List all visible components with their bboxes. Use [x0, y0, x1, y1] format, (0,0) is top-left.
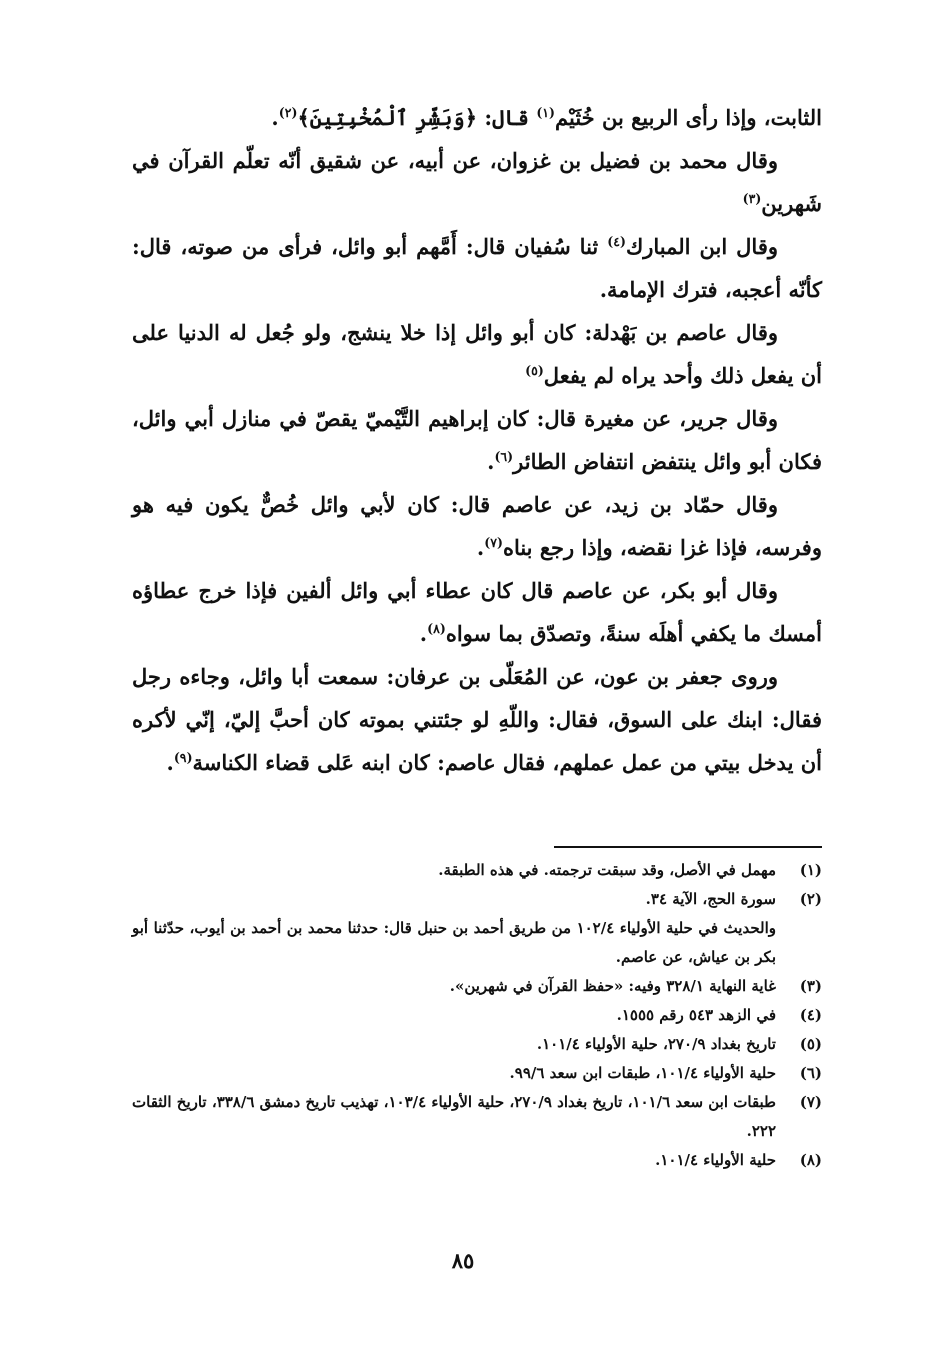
footnote-marker: (٤) — [607, 234, 626, 249]
footnote-number: (٢) — [799, 890, 822, 908]
footnote-text: غاية النهاية ٣٢٨/١ وفيه: «حفظ القرآن في شهرين». — [449, 977, 776, 995]
paragraph: وقال حمّاد بن زيد، عن عاصم قال: كان لأبي وائل خُصٌّ يكون فيه هو وفرسه، فإذا غزا نقضه، وإذا رجع بناه$^{(٧)}$. — [132, 492, 822, 560]
footnote-text: حلية الأولياء ١٠١/٤، طبقات ابن سعد ٩٩/٦. — [509, 1064, 776, 1082]
footnote — [132, 1088, 822, 1146]
footnote-marker: (٥) — [525, 363, 544, 378]
footnote — [132, 1146, 822, 1175]
footnote-text: سورة الحج، الآية ٣٤. — [645, 890, 776, 908]
footnote-number: (٥) — [799, 1035, 822, 1053]
footnote-marker: (٨) — [427, 621, 446, 636]
footnote-number: (١) — [799, 861, 822, 879]
footnote-text: مهمل في الأصل، وقد سبقت ترجمته. في هذه الطبقة. — [438, 861, 776, 879]
paragraph: وقال أبو بكر، عن عاصم قال كان عطاء أبي وائل ألفين فإذا خرج عطاؤه أمسك ما يكفي أهلَه سنةً، وتصدّق بما سواه$^{(٨)}$. — [132, 578, 822, 646]
main-text — [132, 96, 822, 784]
paragraph: وقال محمد بن فضيل بن غزوان، عن أبيه، عن شقيق أنّه تعلّم القرآن في شَهرين$^{(٣)}$ — [132, 148, 822, 216]
footnote-marker: (٢) — [278, 105, 298, 120]
footnote-number — [776, 914, 822, 972]
footnote — [132, 856, 822, 885]
paragraph: وروى جعفر بن عون، عن المُعَلّى بن عرفان: سمعت أبا وائل، وجاءه رجل فقال: ابنك على السوق، فقال: واللّهِ لو جئتني بموته كان أحبَّ إليّ، إنّي لأكره أن يدخل بيتي من عمل عملهم، فقال عاصم: كان ابنه عَلى قضاء الكناسة$^{(٩)}$. — [132, 664, 822, 775]
paragraph: وقال ابن المبارك$^{(٤)}$ ثنا سُفيان قال: أَمَّهم أبو وائل، فرأى من صوته، قال: كأنّه أعجبه، فترك الإمامة. — [132, 234, 822, 302]
footnote-number: (٦) — [799, 1064, 822, 1082]
footnote-text: تاريخ بغداد ٢٧٠/٩، حلية الأولياء ١٠١/٤. — [536, 1035, 776, 1053]
footnote-number: (٣) — [799, 977, 822, 995]
footnote — [132, 885, 822, 914]
footnote — [132, 914, 822, 972]
footnote-marker: (١) — [536, 105, 556, 120]
footnote — [132, 1001, 822, 1030]
footnote-marker: (٧) — [484, 535, 503, 550]
footnote — [132, 1030, 822, 1059]
footnote-separator — [554, 846, 822, 848]
footnote — [132, 972, 822, 1001]
paragraph: وقال عاصم بن بَهْدلة: كان أبو وائل إذا خلا ينشج، ولو جُعل له الدنيا على أن يفعل ذلك وأحد يراه لم يفعل$^{(٥)}$ — [132, 320, 822, 388]
footnote-marker: (٣) — [742, 191, 762, 206]
footnote-text: والحديث في حلية الأولياء ١٠٢/٤ من طريق أحمد بن حنبل قال: حدثنا محمد بن أحمد بن أيوب، حدّثنا أبو بكر بن عياش، عن عاصم. — [132, 919, 776, 966]
page-number: ٨٥ — [451, 1248, 475, 1273]
footnote-marker: (٦) — [494, 449, 514, 464]
footnote-number: (٨) — [799, 1151, 822, 1169]
paragraph: وقال جرير، عن مغيرة قال: كان إبراهيم التَّيْميّ يقصّ في منازل أبي وائل، فكان أبو وائل ينتفض انتفاض الطائر$^{(٦)}$. — [132, 406, 822, 474]
footnote-number: (٧) — [799, 1093, 822, 1111]
footnote-text: في الزهد ٥٤٣ رقم ١٥٥٥. — [616, 1006, 776, 1024]
footnote-text: حلية الأولياء ١٠١/٤. — [655, 1151, 776, 1169]
footnote-text: طبقات ابن سعد ١٠١/٦، تاريخ بغداد ٢٧٠/٩، حلية الأولياء ١٠٣/٤، تهذيب تاريخ دمشق ٣٣٨/٦، تاريخ الثقات ٢٢٢. — [132, 1093, 776, 1140]
footnotes — [132, 856, 822, 1175]
footnote — [132, 1059, 822, 1088]
footnote-number: (٤) — [799, 1006, 822, 1024]
footnote-marker: (٩) — [173, 750, 193, 765]
paragraph: الثابت، وإذا رأى الربيع بن خُثَيْم$^{(١)}$ قال: ﴿وَبَشِّرِ ٱلْمُخْبِتِينَ﴾$^{(٢)}$. — [271, 105, 822, 130]
